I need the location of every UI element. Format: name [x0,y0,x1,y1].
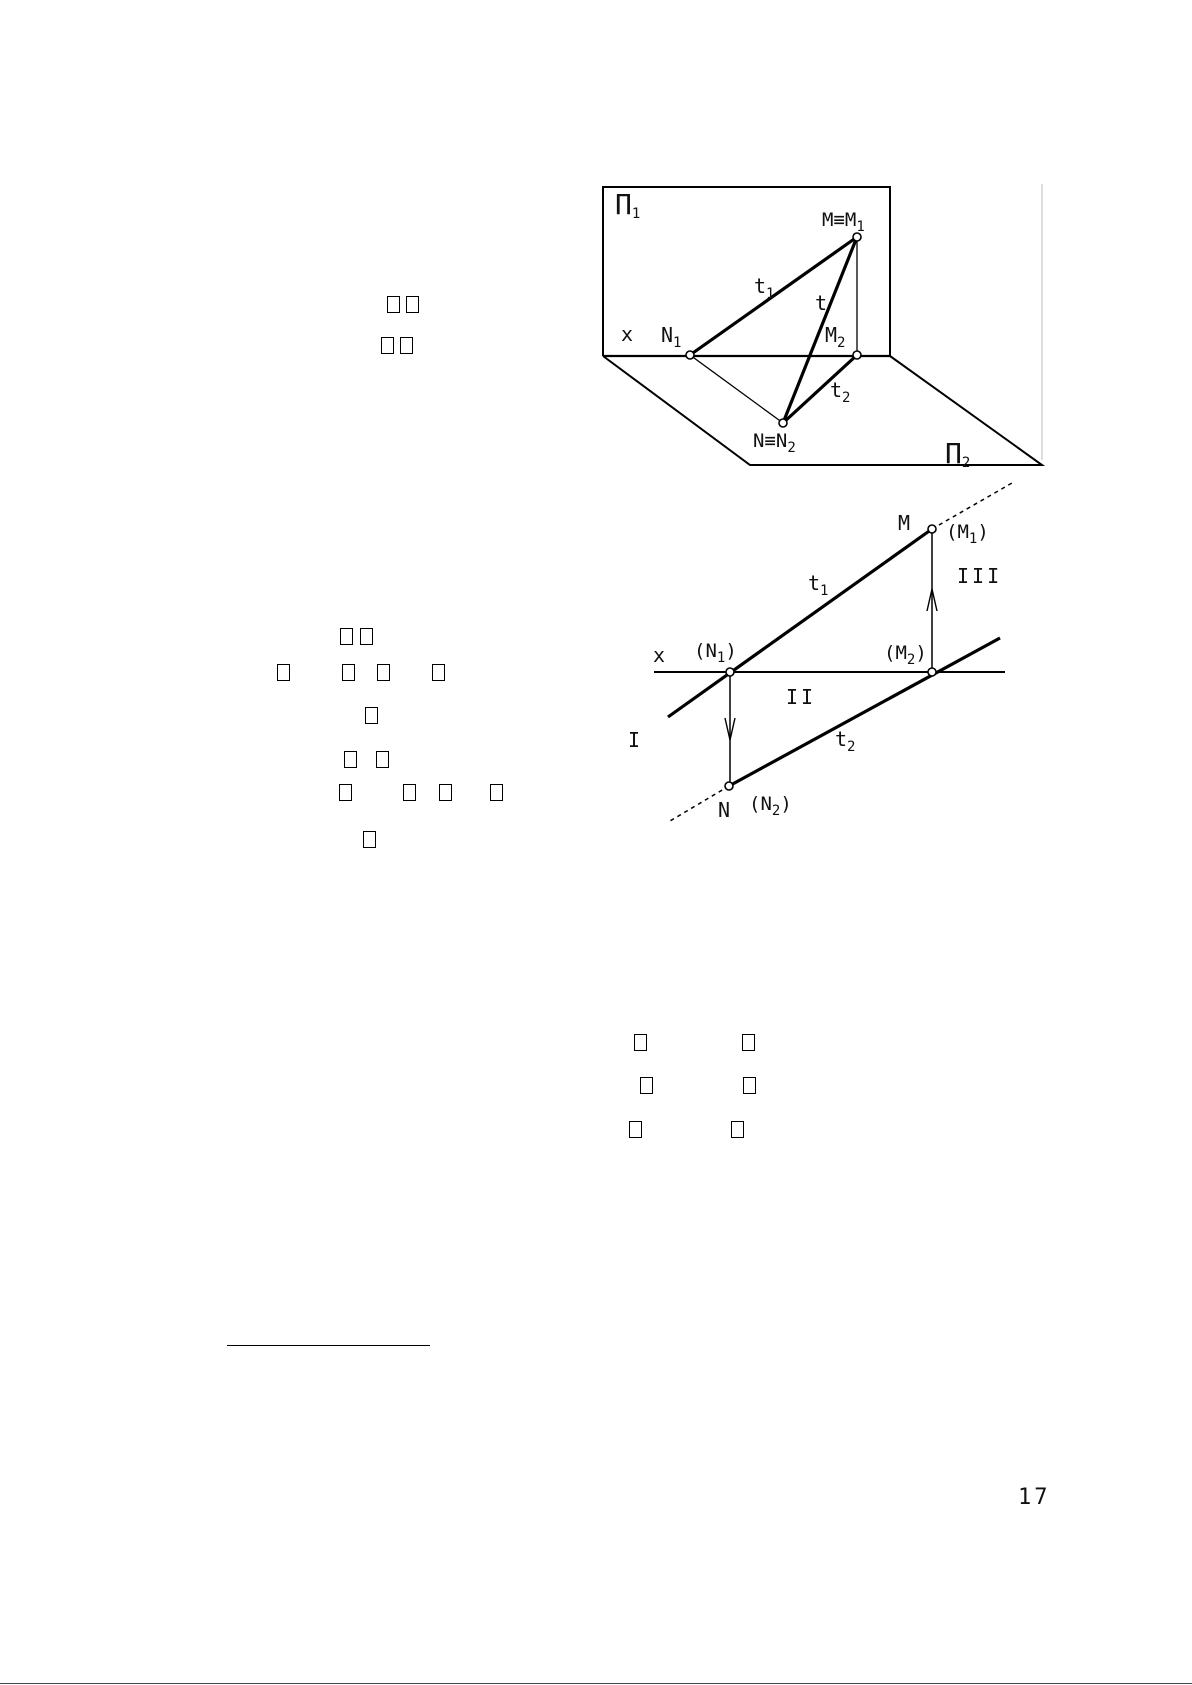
label-axis-x: x [621,322,634,346]
page-bottom-edge [0,1683,1192,1684]
label-t2: $t_2$ [830,378,851,406]
epure-line-t2 [729,638,1000,786]
epure-point-m2 [928,668,936,676]
label-n1-paren: $(N_1)$ [694,640,737,666]
footnote-separator [227,1345,430,1346]
label-t1: $t_1$ [808,571,829,599]
label-m: M [898,511,911,535]
label-t2: $t_2$ [835,727,856,755]
label-plane-pi2: П2 [945,437,971,471]
label-n2-paren: $(N_2)$ [749,793,792,819]
label-m-m1: $M\equiv M_1$ [822,209,865,235]
label-m2: $M_2$ [825,323,846,351]
label-quadrant-i: I [628,728,641,752]
label-n1: $N_1$ [661,323,682,351]
label-quadrant-iii: III [957,564,1003,588]
label-n-n2: $N\equiv N_2$ [753,430,796,456]
label-axis-x: x [653,643,666,667]
epure-line-t1-extension [932,483,1012,529]
page-number: 17 [1018,1485,1051,1510]
epure-point-n1 [726,668,734,676]
label-quadrant-ii: II [786,685,817,709]
label-m1-paren: $(M_1)$ [946,521,989,547]
label-n: N [718,798,731,822]
epure-point-n [725,782,733,790]
label-t: t [815,291,828,315]
label-plane-pi1: П1 [615,188,641,222]
epure-point-m [928,525,936,533]
label-t1: $t_1$ [754,274,775,302]
label-m2-paren: $(M_2)$ [884,642,927,668]
